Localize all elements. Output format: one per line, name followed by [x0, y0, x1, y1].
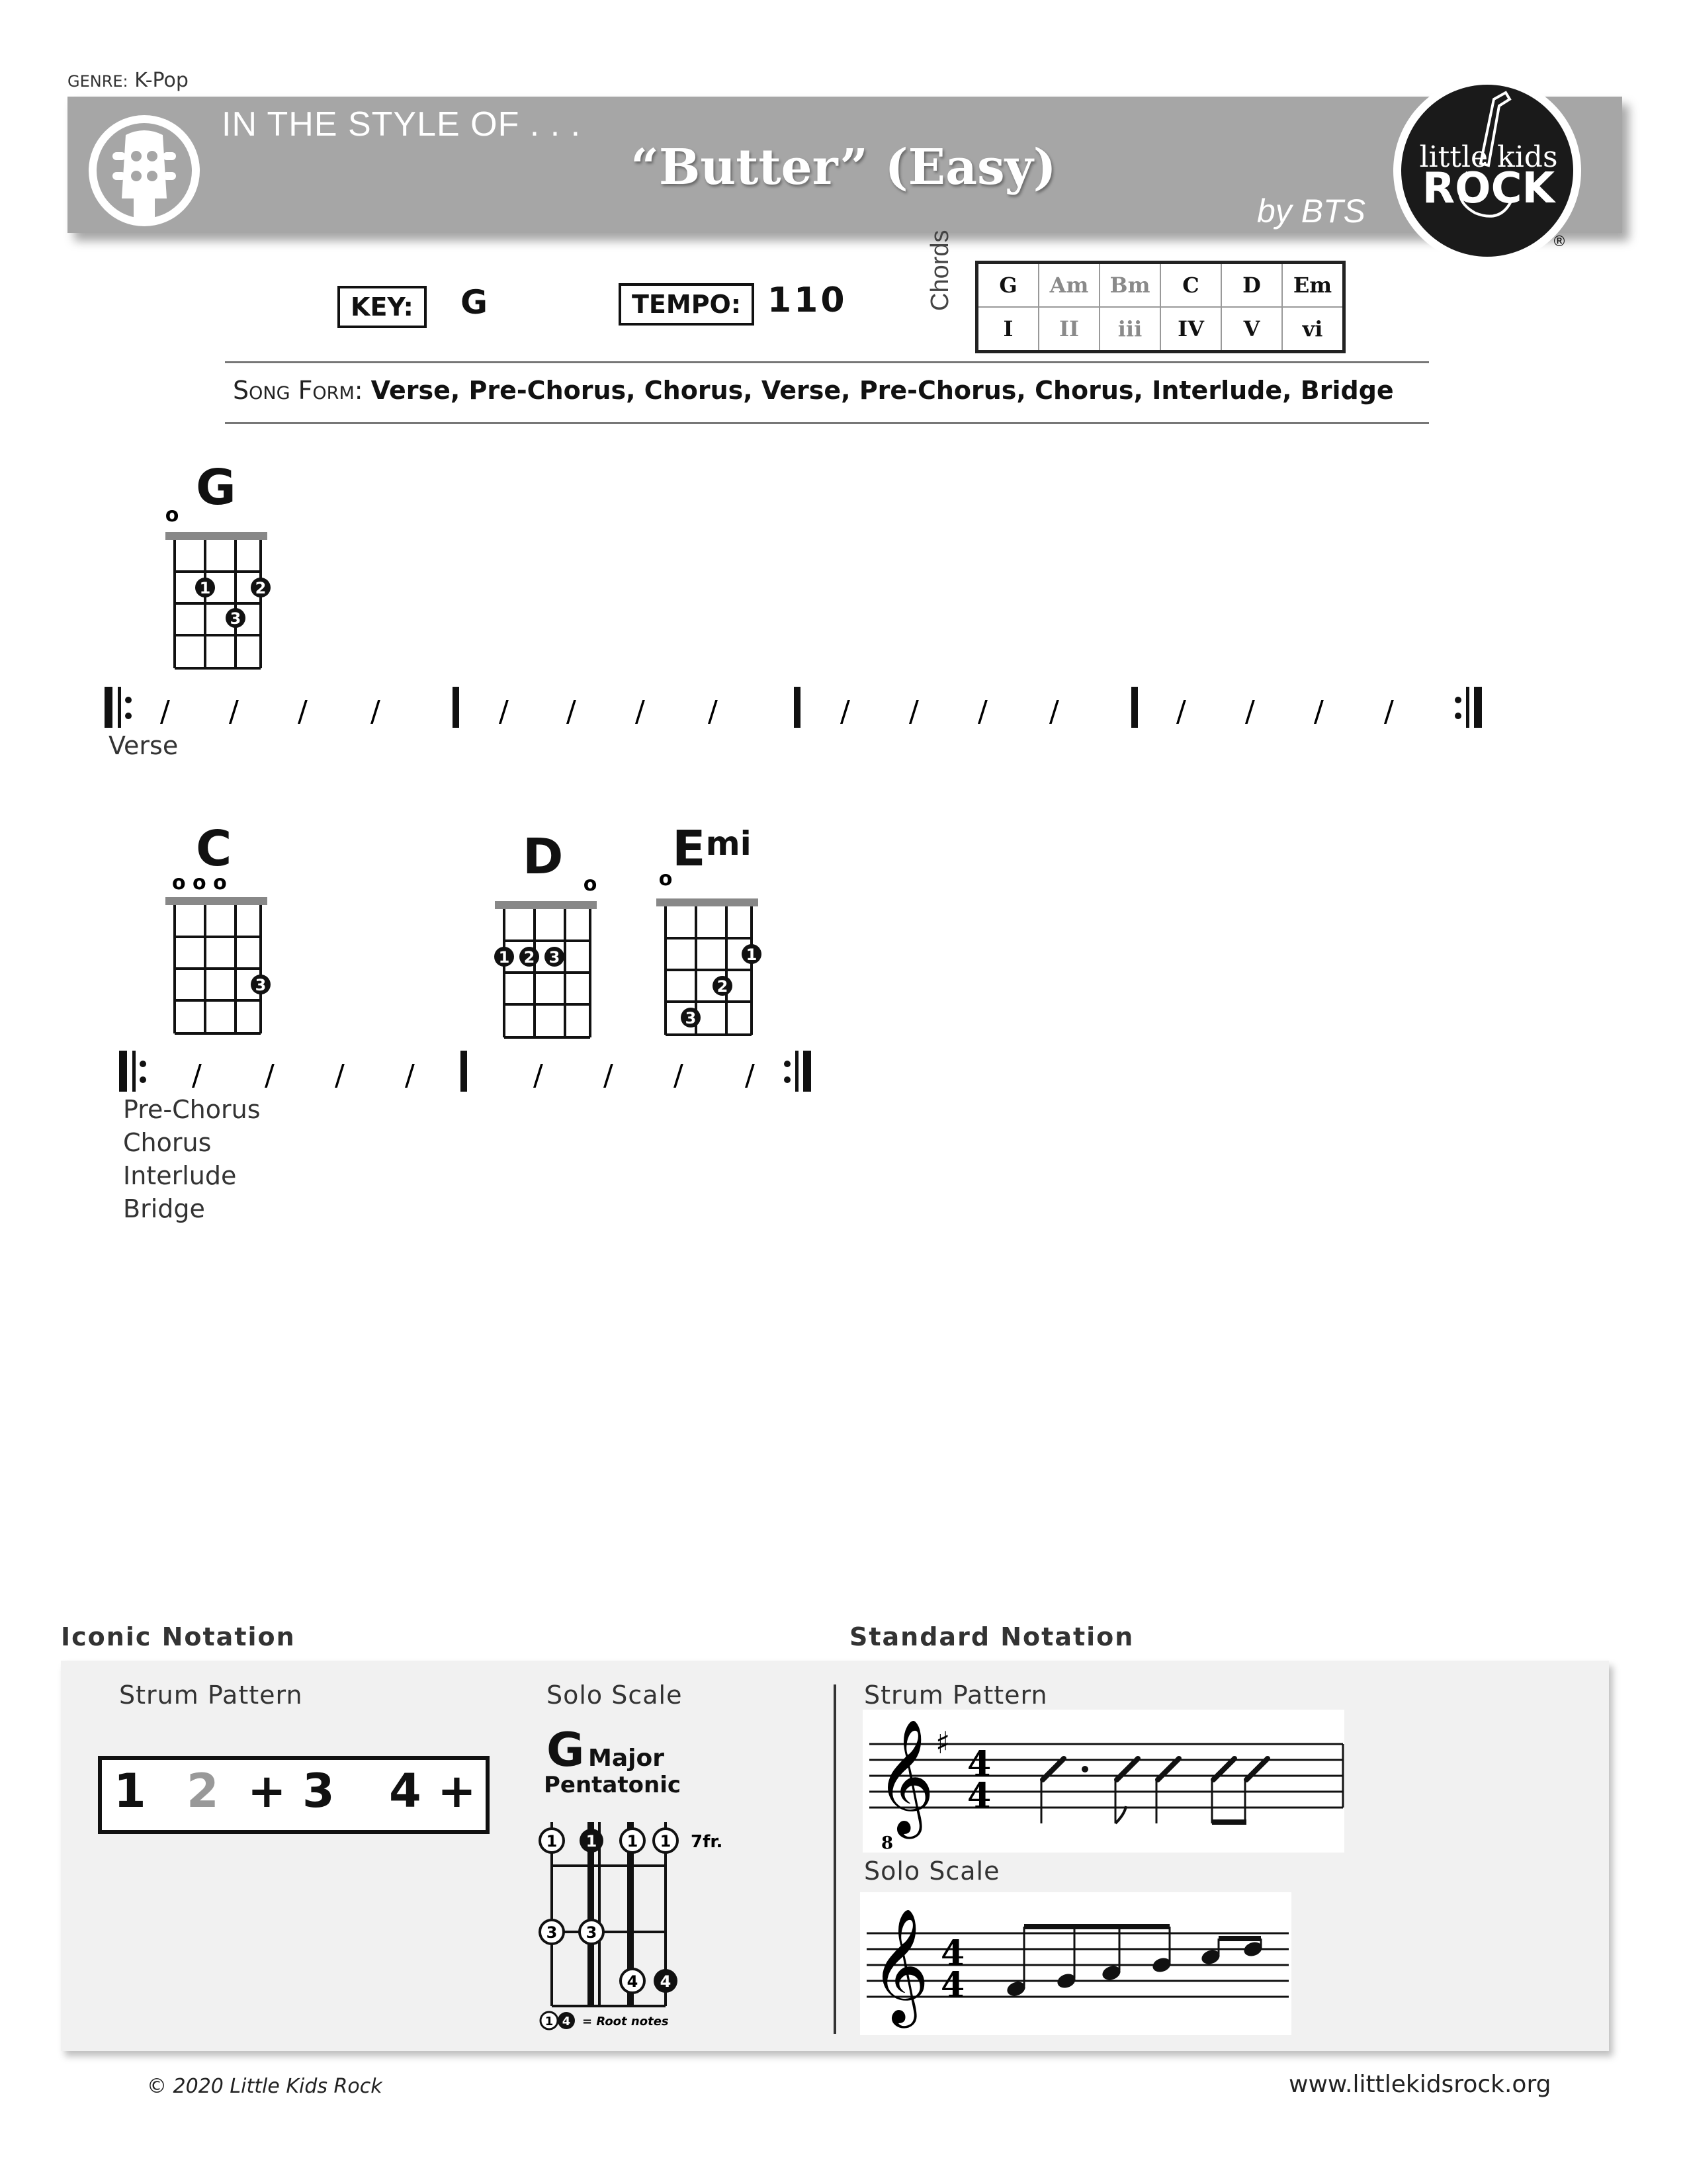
repeat-start-sign: [119, 1051, 146, 1092]
website-link[interactable]: www.littlekidsrock.org: [1289, 2071, 1551, 2098]
sharp-icon: ♯: [935, 1725, 951, 1761]
chord-root: E: [672, 820, 706, 877]
beat-slash: /: [978, 695, 988, 728]
scale-name: Major: [588, 1745, 664, 1772]
chord-numeral-row: [977, 307, 1344, 352]
tempo-value: 110: [767, 281, 847, 320]
beat-slash: /: [405, 1059, 415, 1092]
chord-numeral: V: [1221, 307, 1282, 352]
time-sig-top: 4: [941, 1933, 965, 1974]
standard-strum-label: Strum Pattern: [864, 1681, 1048, 1710]
beat-slashes: [160, 695, 1394, 728]
finger-number: 3: [548, 948, 560, 967]
bar-line: [1131, 687, 1138, 728]
finger-number: 2: [255, 579, 267, 597]
open-string-marker: o: [165, 505, 179, 527]
iconic-strum-label: Strum Pattern: [119, 1681, 303, 1710]
finger-number: 3: [685, 1009, 697, 1027]
standard-strum-staff: [863, 1710, 1344, 1853]
legend-dot: 4: [562, 2015, 571, 2029]
fret-label: 7fr.: [691, 1832, 723, 1852]
iconic-notation-heading: Iconic Notation: [61, 1622, 296, 1651]
time-sig-top: 4: [967, 1744, 992, 1784]
iconic-solo-label: Solo Scale: [546, 1681, 683, 1710]
beam: [1219, 1936, 1261, 1941]
chord-name-d: D: [523, 828, 564, 885]
beat-slash: /: [192, 1059, 202, 1092]
treble-clef-icon: 𝄞: [876, 1719, 935, 1834]
finger-number: 1: [199, 579, 211, 597]
style-of-caption: IN THE STYLE OF . . .: [222, 105, 582, 144]
beat-slash: /: [566, 695, 576, 728]
chord-numeral: II: [1039, 307, 1100, 352]
beat-slashes: [192, 1059, 755, 1092]
beat-slash: /: [1384, 695, 1394, 728]
copyright: © 2020 Little Kids Rock: [147, 2075, 382, 2098]
legend-dot: 1: [544, 2015, 554, 2029]
song-form-value: Verse, Pre-Chorus, Chorus, Verse, Pre-Chorus, Chorus, Interlude, Bridge: [370, 376, 1394, 405]
chord-numeral: iii: [1100, 307, 1160, 352]
beat-slash: /: [499, 695, 509, 728]
chord-diagram-g: [156, 505, 275, 677]
repeat-start-sign: [105, 687, 132, 728]
artist-name: by BTS: [1257, 193, 1365, 230]
root-notes-legend: = Root notes: [582, 2015, 669, 2029]
beat-slash: /: [635, 695, 645, 728]
treble-clef-icon: 𝄞: [871, 1908, 930, 2023]
strum-beat: 2: [187, 1764, 219, 1818]
beat-slash: /: [1176, 695, 1186, 728]
strum-beat: + 3: [247, 1764, 335, 1818]
section-label: Interlude: [123, 1161, 237, 1190]
octave-mark: 8: [881, 1833, 894, 1853]
beat-slash: /: [533, 1059, 543, 1092]
beat-slash: /: [1245, 695, 1255, 728]
key-label: KEY:: [337, 286, 427, 328]
genre-label: GENRE:: [67, 72, 128, 91]
repeat-end-sign: [784, 1051, 811, 1092]
chord-symbol: Bm: [1100, 263, 1160, 308]
beat-slash: /: [840, 695, 850, 728]
panel-divider: [834, 1684, 836, 2034]
iconic-strum-pattern: [98, 1756, 490, 1834]
beat-slash: /: [673, 1059, 683, 1092]
song-title: “Butter” (Easy): [630, 139, 1057, 196]
finger-number: 2: [523, 948, 535, 967]
beat-slash: /: [160, 695, 170, 728]
scale-dot: 3: [546, 1923, 558, 1942]
chord-diagram-c: [156, 871, 275, 1043]
bar-line: [460, 1051, 467, 1092]
time-sig-bottom: 4: [941, 1965, 965, 2005]
chord-numeral: IV: [1160, 307, 1221, 352]
section-label-verse: Verse: [108, 731, 179, 760]
chord-symbol: Em: [1282, 263, 1344, 308]
section-labels: [123, 1093, 261, 1225]
beat-slash: /: [603, 1059, 613, 1092]
chord-symbol: C: [1160, 263, 1221, 308]
scale-name-line2: Pentatonic: [544, 1772, 681, 1798]
open-string-marker: o: [583, 873, 597, 896]
beat-slash: /: [298, 695, 308, 728]
beat-slash: /: [229, 695, 239, 728]
finger-number: 1: [498, 948, 510, 967]
standard-notation-heading: Standard Notation: [849, 1622, 1135, 1651]
strum-beat: 1: [114, 1764, 146, 1818]
open-string-markers: o o o: [172, 871, 227, 895]
chord-name-g: G: [196, 459, 236, 516]
verse-strum-measures: [99, 681, 1502, 754]
solo-scale-fretboard: [529, 1806, 741, 2044]
finger-number: 3: [230, 609, 241, 628]
dot: [1082, 1766, 1088, 1772]
bar-line: [794, 687, 800, 728]
logo-text-top: little kids: [1419, 140, 1558, 174]
scale-title: [546, 1723, 664, 1777]
chord-suffix: mi: [705, 824, 752, 863]
chord-diagram-d: [487, 871, 606, 1043]
chord-numeral: I: [977, 307, 1039, 352]
beat-slash: /: [370, 695, 380, 728]
scale-dot: 4: [660, 1972, 671, 1991]
scale-dot: 1: [546, 1832, 558, 1851]
beat-slash: /: [1314, 695, 1324, 728]
scale-dot: 4: [627, 1972, 638, 1991]
bar-line: [453, 687, 459, 728]
standard-solo-staff: [860, 1892, 1291, 2035]
section-label: Pre-Chorus: [123, 1095, 261, 1124]
scale-dot: 3: [585, 1923, 597, 1942]
chords-vertical-label: Chords: [926, 230, 954, 311]
repeat-end-sign: [1455, 687, 1482, 728]
finger-number: 2: [716, 977, 728, 996]
scale-dot: 1: [627, 1832, 638, 1851]
open-string-marker: o: [658, 867, 673, 891]
beat-slash: /: [909, 695, 919, 728]
chord-name-c: C: [196, 820, 232, 877]
strum-beat: 4 +: [389, 1764, 476, 1818]
chord-symbol: G: [977, 263, 1039, 308]
finger-number: 1: [746, 945, 757, 964]
key-value: G: [460, 283, 488, 322]
beat-slash: /: [1049, 695, 1059, 728]
section-label: Chorus: [123, 1128, 212, 1157]
beat-slash: /: [265, 1059, 275, 1092]
little-kids-rock-logo: [1389, 73, 1588, 271]
standard-solo-label: Solo Scale: [864, 1856, 1000, 1886]
beam: [1024, 1924, 1170, 1929]
scale-dot: 1: [585, 1832, 597, 1851]
divider: [225, 422, 1429, 424]
song-form-label: Song Form:: [233, 376, 363, 405]
genre-value: K-Pop: [134, 69, 189, 92]
chord-diagram-emi: [651, 867, 770, 1043]
chord-symbol: D: [1221, 263, 1282, 308]
finger-number: 3: [255, 976, 267, 994]
tempo-label: TEMPO:: [619, 283, 754, 326]
chord-numeral: vi: [1282, 307, 1344, 352]
registered-mark: ®: [1552, 234, 1567, 250]
chord-symbol: Am: [1039, 263, 1100, 308]
scale-note: G: [546, 1723, 585, 1777]
section-label: Bridge: [123, 1194, 205, 1223]
beam: [1212, 1819, 1246, 1825]
beat-slash: /: [335, 1059, 345, 1092]
time-sig-bottom: 4: [967, 1776, 992, 1816]
song-form: [233, 376, 1394, 405]
divider: [225, 361, 1429, 363]
chord-table: [975, 261, 1346, 353]
logo-text-bottom: ROCK: [1422, 164, 1555, 213]
chord-symbol-row: [977, 263, 1344, 308]
beat-slash: /: [708, 695, 718, 728]
scale-dot: 1: [660, 1832, 671, 1851]
beat-slash: /: [745, 1059, 755, 1092]
genre-line: [67, 69, 189, 92]
